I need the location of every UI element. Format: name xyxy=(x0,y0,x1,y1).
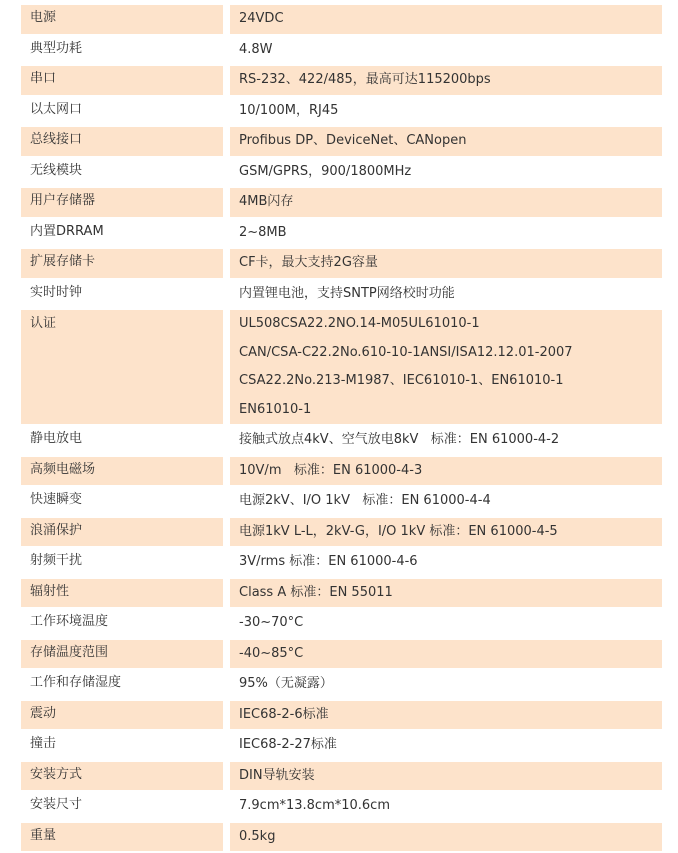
spec-value xyxy=(230,457,662,486)
spec-table xyxy=(21,5,662,853)
spec-label: 撞击 xyxy=(30,736,57,751)
spec-value xyxy=(230,487,662,516)
spec-value-line: 4MB闪存 xyxy=(239,194,294,209)
spec-label: 安装方式 xyxy=(21,762,223,791)
spec-value-line: 接触式放点4kV、空气放电8kV 标准：EN 61000-4-2 xyxy=(239,432,560,447)
spec-value-line: Class A 标准：EN 55011 xyxy=(239,584,393,600)
spec-value xyxy=(230,731,662,760)
spec-label: 快速瞬变 xyxy=(30,492,83,507)
spec-label: 工作和存储湿度 xyxy=(30,675,122,690)
spec-value xyxy=(230,158,662,187)
spec-label: 高频电磁场 xyxy=(21,457,223,486)
spec-value-line: 0.5kg xyxy=(239,828,276,844)
spec-value-line: 24VDC xyxy=(239,11,284,26)
spec-row xyxy=(21,457,662,486)
spec-row xyxy=(21,66,662,95)
spec-value xyxy=(230,792,662,821)
spec-row xyxy=(21,731,662,760)
spec-value-line: 95%（无凝露） xyxy=(239,676,333,691)
spec-label: 浪涌保护 xyxy=(21,518,223,547)
spec-value xyxy=(230,823,662,852)
spec-label: 存储温度范围 xyxy=(21,640,223,669)
spec-value xyxy=(230,219,662,248)
spec-label: 串口 xyxy=(21,66,223,95)
spec-value xyxy=(230,426,662,455)
spec-value-line: 电源2kV、I/O 1kV 标准：EN 61000-4-4 xyxy=(239,493,491,508)
spec-row xyxy=(21,158,662,187)
spec-row xyxy=(21,280,662,309)
spec-label: 实时时钟 xyxy=(30,284,83,300)
spec-label: 内置DRRAM xyxy=(30,223,104,239)
spec-value xyxy=(230,36,662,65)
spec-value xyxy=(230,310,662,424)
spec-row xyxy=(21,249,662,278)
spec-row xyxy=(21,792,662,821)
spec-value-line: RS-232、422/485，最高可达115200bps xyxy=(239,72,491,87)
spec-label: 辐射性 xyxy=(21,579,223,608)
spec-value-line: 10V/m 标准：EN 61000-4-3 xyxy=(239,462,423,478)
spec-row xyxy=(21,426,662,455)
spec-row xyxy=(21,487,662,516)
spec-label: 重量 xyxy=(21,823,223,852)
spec-value-line: Profibus DP、DeviceNet、CANopen xyxy=(239,133,467,148)
spec-value-line: EN61010-1 xyxy=(239,401,312,417)
spec-label: 用户存储器 xyxy=(21,188,223,217)
spec-value-line: DIN导轨安装 xyxy=(239,767,315,783)
spec-label: 震动 xyxy=(21,701,223,730)
spec-value xyxy=(230,518,662,547)
spec-label: 总线接口 xyxy=(21,127,223,156)
spec-value xyxy=(230,670,662,699)
spec-value xyxy=(230,579,662,608)
spec-value-line: 3V/rms 标准：EN 61000-4-6 xyxy=(239,554,418,569)
spec-value-line: IEC68-2-6标准 xyxy=(239,706,329,722)
spec-row xyxy=(21,640,662,669)
spec-value xyxy=(230,97,662,126)
spec-row xyxy=(21,127,662,156)
spec-label: 工作环境温度 xyxy=(30,614,109,629)
spec-label: 静电放电 xyxy=(30,431,83,446)
spec-label: 典型功耗 xyxy=(30,40,83,56)
spec-value-line: -30~70°C xyxy=(239,615,304,630)
spec-value-line: 电源1kV L-L，2kV-G，I/O 1kV 标准：EN 61000-4-5 xyxy=(239,523,558,539)
spec-value xyxy=(230,762,662,791)
spec-value-line: -40~85°C xyxy=(239,645,304,661)
spec-value-line: CF卡，最大支持2G容量 xyxy=(239,255,378,270)
spec-row xyxy=(21,609,662,638)
spec-value-line: 7.9cm*13.8cm*10.6cm xyxy=(239,798,390,813)
spec-value xyxy=(230,701,662,730)
spec-value-line: 4.8W xyxy=(239,41,273,57)
spec-value-line: CAN/CSA-C22.2No.610-10-1ANSI/ISA12.12.01-2007 xyxy=(239,344,573,360)
spec-row xyxy=(21,823,662,852)
spec-value-line: CSA22.2No.213-M1987、IEC61010-1、EN61010-1 xyxy=(239,373,564,388)
spec-value xyxy=(230,609,662,638)
spec-value xyxy=(230,548,662,577)
spec-value-line: 内置锂电池，支持SNTP网络校时功能 xyxy=(239,285,455,301)
spec-value xyxy=(230,5,662,34)
spec-row xyxy=(21,310,662,424)
spec-label: 射频干扰 xyxy=(30,553,83,568)
spec-value-line: UL508CSA22.2NO.14-M05UL61010-1 xyxy=(239,316,480,331)
spec-value xyxy=(230,249,662,278)
spec-value xyxy=(230,188,662,217)
spec-value-line: 2~8MB xyxy=(239,224,287,240)
spec-row xyxy=(21,5,662,34)
spec-row xyxy=(21,188,662,217)
spec-label: 认证 xyxy=(21,310,223,424)
spec-row xyxy=(21,219,662,248)
spec-value xyxy=(230,66,662,95)
spec-value xyxy=(230,280,662,309)
spec-row xyxy=(21,36,662,65)
spec-row xyxy=(21,548,662,577)
spec-label: 电源 xyxy=(21,5,223,34)
spec-row xyxy=(21,579,662,608)
spec-value-line: IEC68-2-27标准 xyxy=(239,737,337,752)
spec-label: 无线模块 xyxy=(30,162,83,178)
spec-label: 扩展存储卡 xyxy=(21,249,223,278)
spec-row xyxy=(21,97,662,126)
spec-row xyxy=(21,762,662,791)
spec-row xyxy=(21,670,662,699)
spec-value xyxy=(230,127,662,156)
spec-label: 以太网口 xyxy=(30,101,83,117)
spec-value-line: 10/100M，RJ45 xyxy=(239,102,339,118)
spec-row xyxy=(21,518,662,547)
spec-label: 安装尺寸 xyxy=(30,797,83,812)
spec-row xyxy=(21,701,662,730)
spec-value-line: GSM/GPRS，900/1800MHz xyxy=(239,163,412,179)
spec-value xyxy=(230,640,662,669)
